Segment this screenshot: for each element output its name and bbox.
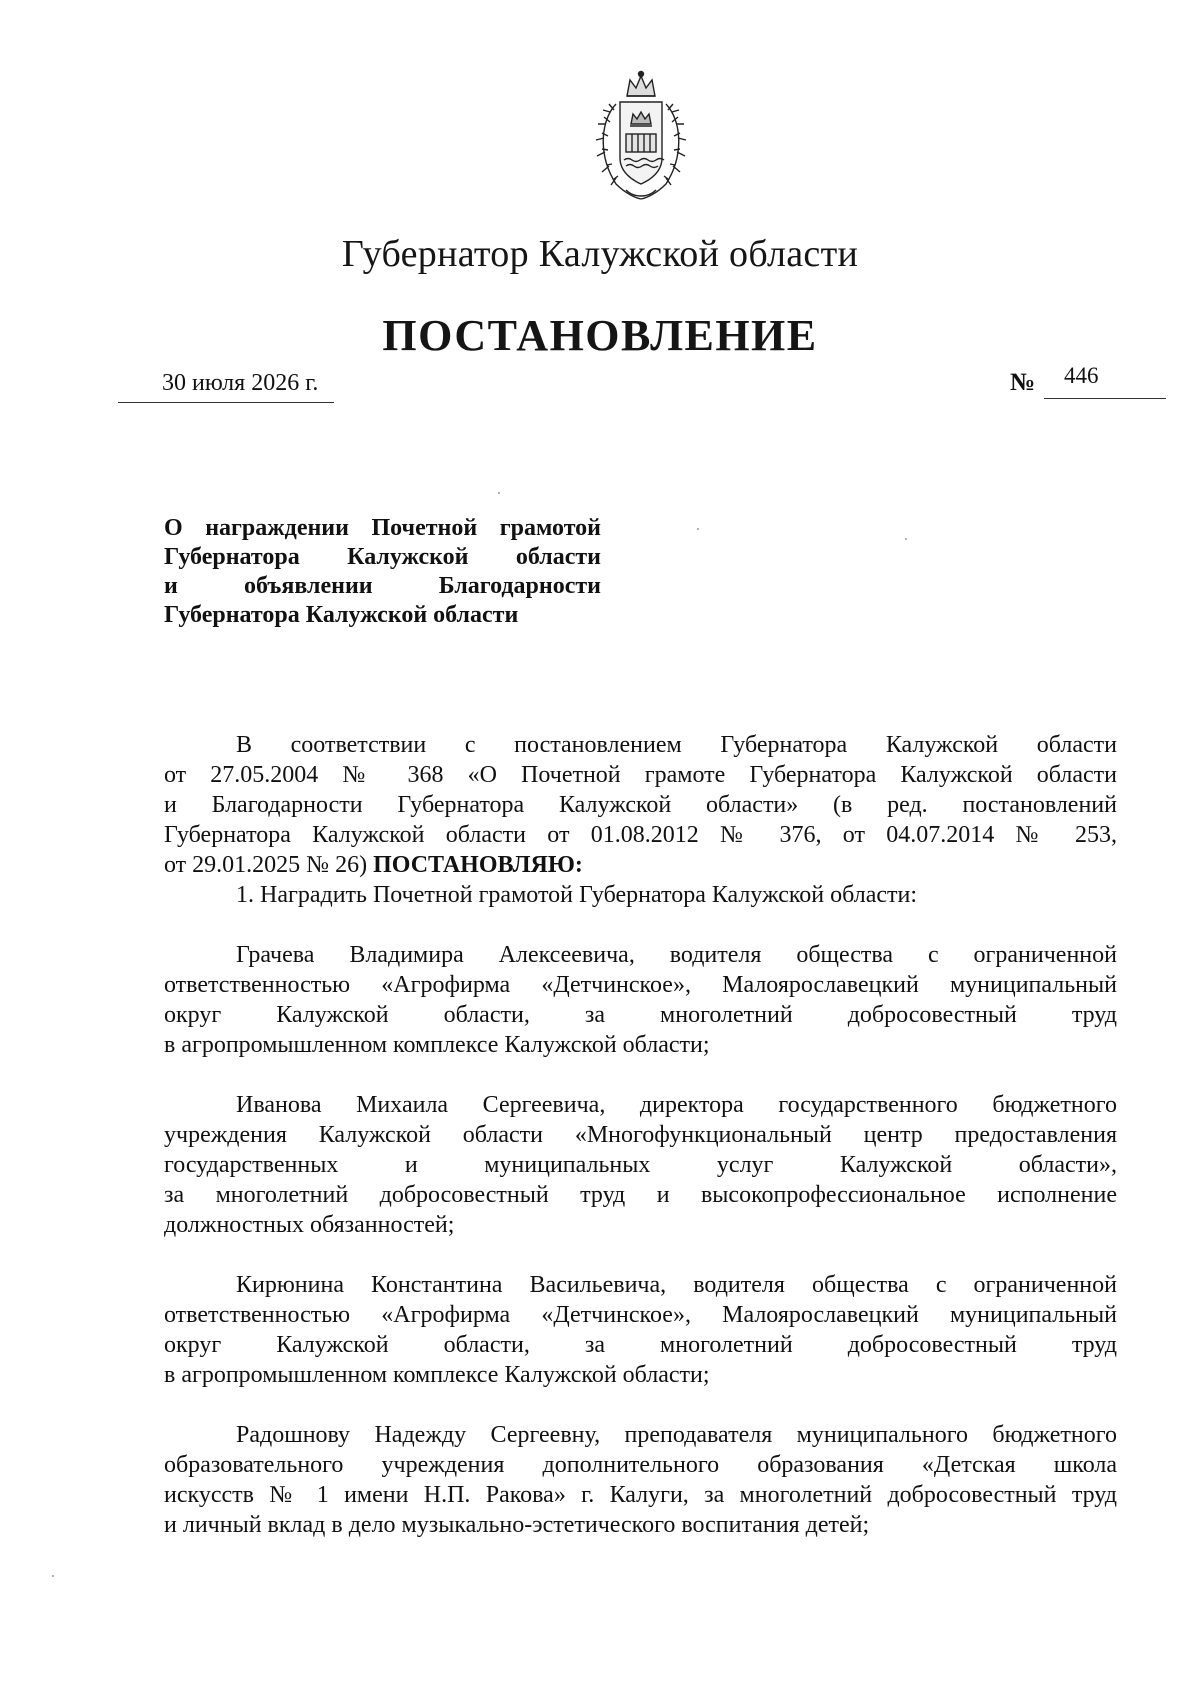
awardee-line: государственных и муниципальных услуг Калужской области»,	[164, 1152, 1117, 1178]
document-number: 446	[1064, 363, 1099, 388]
awardee-paragraph	[164, 1270, 1117, 1390]
preamble-line-text: от 29.01.2025 № 26)	[164, 852, 368, 878]
awardee-paragraph	[164, 1090, 1117, 1240]
awardee-line: должностных обязанностей;	[164, 1212, 455, 1238]
scan-speck	[52, 1575, 54, 1577]
preamble-line: В соответствии с постановлением Губернатора Калужской области	[236, 732, 1117, 758]
preamble-line: от 27.05.2004 № 368 «О Почетной грамоте Губернатора Калужской области	[164, 762, 1117, 788]
scan-speck	[498, 492, 500, 494]
preamble-line: и Благодарности Губернатора Калужской области» (в ред. постановлений	[164, 792, 1117, 818]
subject-line: Губернатора Калужской области	[164, 602, 519, 628]
decree-word: ПОСТАНОВЛЯЮ:	[373, 852, 583, 878]
awardee-paragraph	[164, 1420, 1117, 1540]
document-number-label: №	[1010, 369, 1036, 396]
document-type-title: ПОСТАНОВЛЕНИЕ	[382, 311, 818, 360]
scan-speck	[697, 528, 699, 530]
item-1-heading: 1. Наградить Почетной грамотой Губернатора Калужской области:	[236, 882, 918, 908]
coat-of-arms-emblem	[586, 66, 696, 206]
awardee-line: Радошнову Надежду Сергеевну, преподавателя муниципального бюджетного	[236, 1422, 1117, 1448]
document-body	[164, 730, 1117, 1540]
awardee-line: округ Калужской области, за многолетний добросовестный труд	[164, 1332, 1117, 1358]
document-number-field	[1044, 363, 1166, 399]
subject-line: Губернатора Калужской области	[164, 544, 601, 570]
awardee-paragraph	[164, 940, 1117, 1060]
preamble-paragraph	[164, 730, 1117, 910]
awardee-line: учреждения Калужской области «Многофункциональный центр предоставления	[164, 1122, 1117, 1148]
document-date-field	[118, 366, 334, 403]
awardee-line: Грачева Владимира Алексеевича, водителя общества с ограниченной	[236, 942, 1117, 968]
awardee-line: округ Калужской области, за многолетний добросовестный труд	[164, 1002, 1117, 1028]
document-subject	[164, 514, 601, 630]
awardee-line: и личный вклад в дело музыкально-эстетического воспитания детей;	[164, 1512, 870, 1538]
awardee-line: ответственностью «Агрофирма «Детчинское», Малоярославецкий муниципальный	[164, 1302, 1117, 1328]
awardee-line: в агропромышленном комплексе Калужской области;	[164, 1362, 710, 1388]
awardee-line: Иванова Михаила Сергеевича, директора государственного бюджетного	[236, 1092, 1117, 1118]
subject-line: О награждении Почетной грамотой	[164, 515, 601, 541]
preamble-line: Губернатора Калужской области от 01.08.2012 № 376, от 04.07.2014 № 253,	[164, 822, 1117, 848]
scan-speck	[905, 538, 907, 540]
preamble-line	[164, 850, 1117, 880]
issuing-authority-title: Губернатор Калужской области	[341, 233, 859, 275]
awardee-line: искусств № 1 имени Н.П. Ракова» г. Калуги, за многолетний добросовестный труд	[164, 1482, 1117, 1508]
awardee-line: в агропромышленном комплексе Калужской области;	[164, 1032, 710, 1058]
awardee-line: за многолетний добросовестный труд и высокопрофессиональное исполнение	[164, 1182, 1117, 1208]
subject-line: и объявлении Благодарности	[164, 573, 601, 599]
awardee-line: образовательного учреждения дополнительного образования «Детская школа	[164, 1452, 1117, 1478]
awardee-line: Кирюнина Константина Васильевича, водителя общества с ограниченной	[236, 1272, 1117, 1298]
document-date: 30 июля 2026 г.	[162, 370, 319, 396]
awardee-line: ответственностью «Агрофирма «Детчинское», Малоярославецкий муниципальный	[164, 972, 1117, 998]
